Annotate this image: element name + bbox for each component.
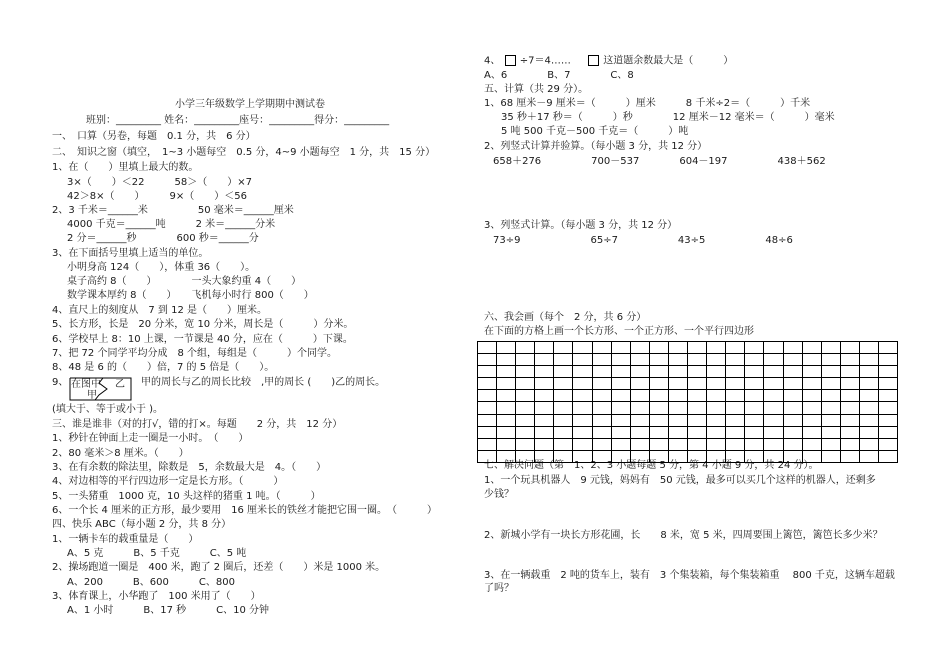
grid-cell[interactable] (784, 354, 803, 366)
grid-cell[interactable] (764, 378, 783, 390)
grid-cell[interactable] (535, 390, 554, 402)
grid-cell[interactable] (745, 427, 764, 439)
grid-cell[interactable] (784, 427, 803, 439)
grid-cell[interactable] (650, 366, 669, 378)
grid-cell[interactable] (554, 439, 573, 451)
q3-6: 6、一个长 4 厘米的正方形，最少要用 16 厘米长的铁丝才能把它围一圈。 （ ） (52, 505, 437, 516)
grid-cell[interactable] (593, 427, 612, 439)
grid-cell[interactable] (841, 366, 860, 378)
grid-cell[interactable] (535, 354, 554, 366)
q4-4-number: 4、 (484, 55, 501, 67)
grid-cell[interactable] (554, 415, 573, 427)
grid-cell[interactable] (860, 427, 879, 439)
shape-label-b: 乙 (115, 379, 125, 390)
q2-4: 4、直尺上的刻度从 7 到 12 是（ ）厘米。 (52, 305, 267, 316)
grid-cell[interactable] (516, 402, 535, 414)
q2-1-line1: 3×（ ）＜22 58＞（ ）×7 (67, 177, 252, 188)
grid-cell[interactable] (535, 439, 554, 451)
grid-cell[interactable] (478, 354, 497, 366)
grid-cell[interactable] (860, 342, 879, 354)
grid-cell[interactable] (803, 354, 822, 366)
grid-cell[interactable] (879, 390, 898, 402)
q2-9-text: 甲的周长与乙的周长比较 ,甲的周长 ( )乙的周长。 (141, 377, 386, 388)
grid-cell[interactable] (803, 378, 822, 390)
grid-cell[interactable] (535, 451, 554, 463)
grid-cell[interactable] (631, 366, 650, 378)
grid-cell[interactable] (688, 439, 707, 451)
grid-cell[interactable] (803, 342, 822, 354)
grid-cell[interactable] (784, 402, 803, 414)
q2-9-hint: (填大于、等于或小于 )。 (52, 404, 163, 415)
grid-cell[interactable] (879, 451, 898, 463)
grid-cell[interactable] (764, 402, 783, 414)
grid-cell[interactable] (707, 427, 726, 439)
grid-cell[interactable] (726, 402, 745, 414)
grid-cell[interactable] (516, 427, 535, 439)
grid-cell[interactable] (707, 439, 726, 451)
section-6-heading: 六、我会画（每个 2 分，共 6 分） (484, 312, 647, 323)
grid-cell[interactable] (860, 390, 879, 402)
grid-cell[interactable] (803, 451, 822, 463)
grid-cell[interactable] (688, 354, 707, 366)
grid-cell[interactable] (784, 342, 803, 354)
grid-cell[interactable] (822, 451, 841, 463)
grid-cell[interactable] (879, 342, 898, 354)
grid-cell[interactable] (497, 378, 516, 390)
grid-cell[interactable] (669, 342, 688, 354)
q4-4-expression: ÷7＝4…… (519, 55, 571, 67)
grid-cell[interactable] (631, 402, 650, 414)
grid-cell[interactable] (554, 378, 573, 390)
shape-label-c: 甲 (87, 390, 97, 401)
q4-3-options: A、1 小时 B、17 秒 C、10 分钟 (67, 605, 270, 616)
grid-cell[interactable] (497, 402, 516, 414)
grid-cell[interactable] (516, 354, 535, 366)
grid-cell[interactable] (593, 390, 612, 402)
grid-cell[interactable] (612, 354, 631, 366)
q2-3-line3: 数学课本厚约 8（ ） 飞机每小时行 800（ ） (67, 290, 314, 301)
grid-row (478, 390, 898, 402)
grid-cell[interactable] (573, 342, 592, 354)
q4-2: 2、操场跑道一圈是 400 米，跑了 2 圈后，还差（ ）米是 1000 米。 (52, 562, 386, 573)
q4-2-options: A、200 B、600 C、800 (67, 577, 235, 588)
grid-cell[interactable] (554, 427, 573, 439)
grid-cell[interactable] (688, 342, 707, 354)
grid-cell[interactable] (669, 451, 688, 463)
grid-cell[interactable] (497, 451, 516, 463)
grid-cell[interactable] (726, 451, 745, 463)
grid-cell[interactable] (688, 366, 707, 378)
grid-cell[interactable] (745, 451, 764, 463)
q3-3: 3、在有余数的除法里，除数是 5，余数最大是 4。（ ） (52, 462, 327, 473)
grid-cell[interactable] (650, 439, 669, 451)
q2-2-line2: 4000 千克＝______吨 2 米＝______分米 (67, 219, 276, 230)
q4-4-options: A、6 B、7 C、8 (484, 70, 634, 81)
grid-cell[interactable] (688, 427, 707, 439)
grid-cell[interactable] (650, 402, 669, 414)
grid-cell[interactable] (497, 342, 516, 354)
grid-cell[interactable] (478, 402, 497, 414)
grid-cell[interactable] (822, 354, 841, 366)
grid-cell[interactable] (650, 451, 669, 463)
q2-2-line3: 2 分＝______秒 600 秒＝______分 (67, 233, 259, 244)
grid-cell[interactable] (726, 366, 745, 378)
grid-cell[interactable] (841, 427, 860, 439)
grid-cell[interactable] (726, 378, 745, 390)
grid-cell[interactable] (516, 439, 535, 451)
right-column (475, 0, 950, 671)
q4-1: 1、一辆卡车的载重量是（ ） (52, 534, 199, 545)
grid-cell[interactable] (707, 402, 726, 414)
grid-cell[interactable] (478, 342, 497, 354)
grid-row (478, 439, 898, 451)
grid-cell[interactable] (745, 415, 764, 427)
grid-row (478, 354, 898, 366)
grid-cell[interactable] (573, 402, 592, 414)
q2-2-line1: 2、3 千米＝______米 50 毫米＝______厘米 (52, 205, 294, 216)
grid-cell[interactable] (612, 451, 631, 463)
q4-4-question: 这道题余数最大是（ ） (603, 55, 734, 67)
grid-cell[interactable] (573, 390, 592, 402)
grid-cell[interactable] (535, 342, 554, 354)
shape-label-a: 在图中 (71, 379, 101, 390)
grid-cell[interactable] (688, 415, 707, 427)
q4-3: 3、体育课上，小华跑了 100 米用了（ ） (52, 591, 261, 602)
grid-cell[interactable] (707, 354, 726, 366)
grid-cell[interactable] (631, 451, 650, 463)
q2-9-number: 9、 (52, 377, 69, 388)
q5-3: 3、列竖式计算。（每小题 3 分，共 12 分） (484, 220, 678, 231)
grid-cell[interactable] (822, 342, 841, 354)
section-3-heading: 三、谁是谁非（对的打√，错的打×。每题 2 分，共 12 分） (52, 419, 343, 430)
q5-3-problems: 73÷9 65÷7 43÷5 48÷6 (493, 235, 793, 246)
grid-cell[interactable] (631, 390, 650, 402)
grid-cell[interactable] (573, 451, 592, 463)
q2-3-line2: 桌子高约 8（ ） 一头大象约重 4（ ） (67, 276, 302, 287)
q2-5: 5、长方形，长是 20 分米，宽 10 分米，周长是（ ）分米。 (52, 319, 354, 330)
grid-cell[interactable] (764, 427, 783, 439)
grid-cell[interactable] (803, 427, 822, 439)
grid-cell[interactable] (860, 451, 879, 463)
grid-cell[interactable] (822, 402, 841, 414)
grid-row (478, 342, 898, 354)
grid-cell[interactable] (764, 354, 783, 366)
grid-cell[interactable] (669, 415, 688, 427)
grid-cell[interactable] (803, 366, 822, 378)
grid-cell[interactable] (707, 378, 726, 390)
grid-cell[interactable] (669, 366, 688, 378)
grid-cell[interactable] (650, 427, 669, 439)
q2-1: 1、在（ ）里填上最大的数。 (52, 162, 199, 173)
grid-cell[interactable] (822, 415, 841, 427)
grid-cell[interactable] (669, 378, 688, 390)
grid-cell[interactable] (478, 366, 497, 378)
grid-cell[interactable] (593, 415, 612, 427)
section-4-heading: 四、快乐 ABC（每小题 2 分，共 8 分） (52, 519, 232, 530)
grid-row (478, 378, 898, 390)
grid-cell[interactable] (593, 342, 612, 354)
q3-2: 2、80 毫米＞8 厘米。（ ） (52, 448, 189, 459)
grid-cell[interactable] (879, 439, 898, 451)
q5-1-line3: 5 吨 500 千克－500 千克＝（ ）吨 (501, 126, 689, 137)
q4-4-line (484, 55, 733, 68)
q2-9-figure (69, 376, 132, 402)
grid-cell[interactable] (745, 342, 764, 354)
grid-cell[interactable] (841, 439, 860, 451)
grid-cell[interactable] (573, 427, 592, 439)
grid-cell[interactable] (822, 439, 841, 451)
grid-cell[interactable] (745, 390, 764, 402)
grid-cell[interactable] (841, 415, 860, 427)
grid-cell[interactable] (764, 342, 783, 354)
grid-cell[interactable] (516, 366, 535, 378)
grid-cell[interactable] (822, 427, 841, 439)
grid-cell[interactable] (554, 354, 573, 366)
grid-cell[interactable] (879, 378, 898, 390)
grid-cell[interactable] (688, 451, 707, 463)
grid-cell[interactable] (516, 342, 535, 354)
grid-cell[interactable] (612, 415, 631, 427)
grid-cell[interactable] (535, 402, 554, 414)
q7-1-line2: 少钱？ (484, 489, 514, 500)
section-5-heading: 五、计算（共 29 分）。 (484, 84, 589, 95)
grid-cell[interactable] (573, 366, 592, 378)
grid-row (478, 451, 898, 463)
grid-cell[interactable] (860, 415, 879, 427)
grid-cell[interactable] (497, 427, 516, 439)
grid-cell[interactable] (841, 390, 860, 402)
grid-cell[interactable] (593, 451, 612, 463)
q7-1-line1: 1、一个玩具机器人 9 元钱，妈妈有 50 元钱，最多可以买几个这样的机器人，还剩多 (484, 475, 876, 486)
grid-cell[interactable] (688, 390, 707, 402)
q3-4: 4、对边相等的平行四边形一定是长方形。（ ） (52, 476, 284, 487)
grid-cell[interactable] (612, 439, 631, 451)
grid-cell[interactable] (478, 439, 497, 451)
grid-cell[interactable] (860, 366, 879, 378)
grid-cell[interactable] (535, 427, 554, 439)
grid-cell[interactable] (669, 439, 688, 451)
grid-cell[interactable] (707, 390, 726, 402)
grid-cell[interactable] (784, 378, 803, 390)
grid-cell[interactable] (612, 366, 631, 378)
grid-cell[interactable] (612, 342, 631, 354)
grid-cell[interactable] (879, 366, 898, 378)
grid-cell[interactable] (593, 439, 612, 451)
grid-cell[interactable] (612, 378, 631, 390)
grid-cell[interactable] (803, 439, 822, 451)
grid-cell[interactable] (593, 378, 612, 390)
grid-cell[interactable] (726, 354, 745, 366)
grid-cell[interactable] (535, 366, 554, 378)
grid-cell[interactable] (784, 439, 803, 451)
grid-cell[interactable] (726, 342, 745, 354)
grid-cell[interactable] (669, 427, 688, 439)
grid-cell[interactable] (860, 354, 879, 366)
grid-cell[interactable] (764, 439, 783, 451)
q2-3: 3、在下面括号里填上适当的单位。 (52, 248, 209, 259)
grid-cell[interactable] (879, 402, 898, 414)
grid-cell[interactable] (573, 354, 592, 366)
grid-cell[interactable] (612, 402, 631, 414)
grid-cell[interactable] (554, 390, 573, 402)
q7-3-line1: 3、在一辆载重 2 吨的货车上，装有 3 个集装箱，每个集装箱重 800 千克，这辆车超载 (484, 570, 895, 581)
grid-cell[interactable] (631, 427, 650, 439)
grid-cell[interactable] (860, 378, 879, 390)
grid-cell[interactable] (860, 402, 879, 414)
grid-cell[interactable] (650, 354, 669, 366)
student-info-line: 班别：_________ 姓名：_________座号：_________得分：_________ (86, 115, 390, 126)
grid-cell[interactable] (745, 378, 764, 390)
grid-cell[interactable] (803, 415, 822, 427)
grid-cell[interactable] (726, 390, 745, 402)
grid-cell[interactable] (688, 378, 707, 390)
drawing-grid[interactable] (477, 341, 898, 463)
grid-cell[interactable] (784, 390, 803, 402)
grid-cell[interactable] (497, 390, 516, 402)
q3-5: 5、一头猪重 1000 克，10 头这样的猪重 1 吨。（ ） (52, 491, 321, 502)
blank-box-icon (588, 55, 599, 66)
grid-cell[interactable] (516, 415, 535, 427)
section-2-heading: 二、 知识之窗（填空， 1~3 小题每空 0.5 分，4~9 小题每空 1 分，共 15 分） (52, 147, 436, 158)
grid-cell[interactable] (516, 390, 535, 402)
grid-cell[interactable] (497, 415, 516, 427)
q2-1-line2: 42＞8×（ ） 9×（ ）＜56 (67, 191, 247, 202)
grid-cell[interactable] (554, 402, 573, 414)
grid-cell[interactable] (631, 354, 650, 366)
grid-cell[interactable] (631, 378, 650, 390)
grid-cell[interactable] (707, 366, 726, 378)
grid-cell[interactable] (784, 415, 803, 427)
grid-cell[interactable] (707, 415, 726, 427)
grid-cell[interactable] (784, 451, 803, 463)
grid-cell[interactable] (612, 390, 631, 402)
grid-cell[interactable] (497, 354, 516, 366)
grid-row (478, 415, 898, 427)
grid-cell[interactable] (860, 439, 879, 451)
grid-cell[interactable] (478, 415, 497, 427)
q3-1: 1、秒针在钟面上走一圈是一小时。 （ ） (52, 433, 249, 444)
section-1-heading: 一、 口算（另卷，每题 0.1 分，共 6 分） (52, 131, 256, 142)
grid-cell[interactable] (841, 354, 860, 366)
grid-cell[interactable] (535, 378, 554, 390)
grid-cell[interactable] (631, 439, 650, 451)
grid-cell[interactable] (879, 427, 898, 439)
grid-cell[interactable] (803, 390, 822, 402)
grid-cell[interactable] (822, 366, 841, 378)
grid-cell[interactable] (497, 439, 516, 451)
grid-cell[interactable] (688, 402, 707, 414)
grid-cell[interactable] (631, 342, 650, 354)
grid-cell[interactable] (707, 342, 726, 354)
grid-cell[interactable] (822, 378, 841, 390)
grid-cell[interactable] (669, 354, 688, 366)
grid-cell[interactable] (841, 451, 860, 463)
grid-cell[interactable] (764, 390, 783, 402)
grid-cell[interactable] (650, 415, 669, 427)
q2-8: 8、48 是 6 的（ ）倍，7 的 5 倍是（ ）。 (52, 362, 275, 373)
grid-row (478, 427, 898, 439)
grid-cell[interactable] (841, 402, 860, 414)
grid-cell[interactable] (554, 451, 573, 463)
grid-cell[interactable] (879, 415, 898, 427)
grid-cell[interactable] (573, 439, 592, 451)
q5-2: 2、列竖式计算并验算。（每小题 3 分，共 12 分） (484, 141, 708, 152)
grid-cell[interactable] (478, 378, 497, 390)
grid-cell[interactable] (669, 390, 688, 402)
page-title: 小学三年级数学上学期期中测试卷 (175, 99, 325, 110)
section-6-instruction: 在下面的方格上画一个长方形、一个正方形、一个平行四边形 (484, 326, 754, 337)
grid-cell[interactable] (650, 378, 669, 390)
grid-cell[interactable] (764, 451, 783, 463)
grid-cell[interactable] (803, 402, 822, 414)
q2-6: 6、学校早上 8：10 上课，一节课是 40 分，应在（ ）下课。 (52, 334, 353, 345)
grid-cell[interactable] (669, 402, 688, 414)
q4-1-options: A、5 克 B、5 千克 C、5 吨 (67, 548, 247, 559)
grid-cell[interactable] (841, 342, 860, 354)
grid-cell[interactable] (650, 342, 669, 354)
grid-cell[interactable] (707, 451, 726, 463)
q2-3-line1: 小明身高 124（ ），体重 36（ ）。 (67, 262, 256, 273)
grid-cell[interactable] (573, 378, 592, 390)
grid-cell[interactable] (726, 439, 745, 451)
grid-cell[interactable] (478, 427, 497, 439)
section-7-heading: 七、解决问题（第 1、2、3 小题每题 5 分，第 4 小题 9 分，共 24 分）。 (484, 460, 819, 471)
q5-1-line2: 35 秒＋17 秒＝（ ）秒 12 厘米－12 毫米＝（ ）毫米 (501, 112, 835, 123)
grid-cell[interactable] (726, 415, 745, 427)
grid-cell[interactable] (478, 390, 497, 402)
q7-2: 2、新城小学有一块长方形花圃，长 8 米，宽 5 米，四周要围上篱笆，篱笆长多少米？ (484, 530, 883, 541)
grid-cell[interactable] (554, 366, 573, 378)
grid-cell[interactable] (745, 439, 764, 451)
grid-cell[interactable] (764, 415, 783, 427)
grid-cell[interactable] (516, 451, 535, 463)
grid-cell[interactable] (516, 378, 535, 390)
blank-box-icon (505, 55, 516, 66)
grid-row (478, 366, 898, 378)
grid-cell[interactable] (745, 366, 764, 378)
grid-cell[interactable] (726, 427, 745, 439)
q7-3-line2: 了吗？ (484, 583, 514, 594)
grid-cell[interactable] (593, 354, 612, 366)
grid-cell[interactable] (745, 354, 764, 366)
grid-cell[interactable] (822, 390, 841, 402)
grid-cell[interactable] (593, 366, 612, 378)
grid-cell[interactable] (764, 366, 783, 378)
grid-cell[interactable] (745, 402, 764, 414)
grid-cell[interactable] (631, 415, 650, 427)
grid-cell[interactable] (497, 366, 516, 378)
grid-cell[interactable] (841, 378, 860, 390)
grid-cell[interactable] (478, 451, 497, 463)
grid-cell[interactable] (784, 366, 803, 378)
grid-row (478, 402, 898, 414)
grid-cell[interactable] (535, 415, 554, 427)
grid-cell[interactable] (650, 390, 669, 402)
q2-7: 7、把 72 个同学平均分成 8 个组，每组是（ ）个同学。 (52, 348, 337, 359)
q5-2-problems: 658＋276 700－537 604－197 438＋562 (493, 156, 826, 167)
grid-cell[interactable] (593, 402, 612, 414)
grid-cell[interactable] (612, 427, 631, 439)
grid-cell[interactable] (554, 342, 573, 354)
grid-cell[interactable] (573, 415, 592, 427)
grid-cell[interactable] (879, 354, 898, 366)
q5-1-line1: 1、68 厘米－9 厘米＝（ ）厘米 8 千米÷2＝（ ）千米 (484, 98, 811, 109)
